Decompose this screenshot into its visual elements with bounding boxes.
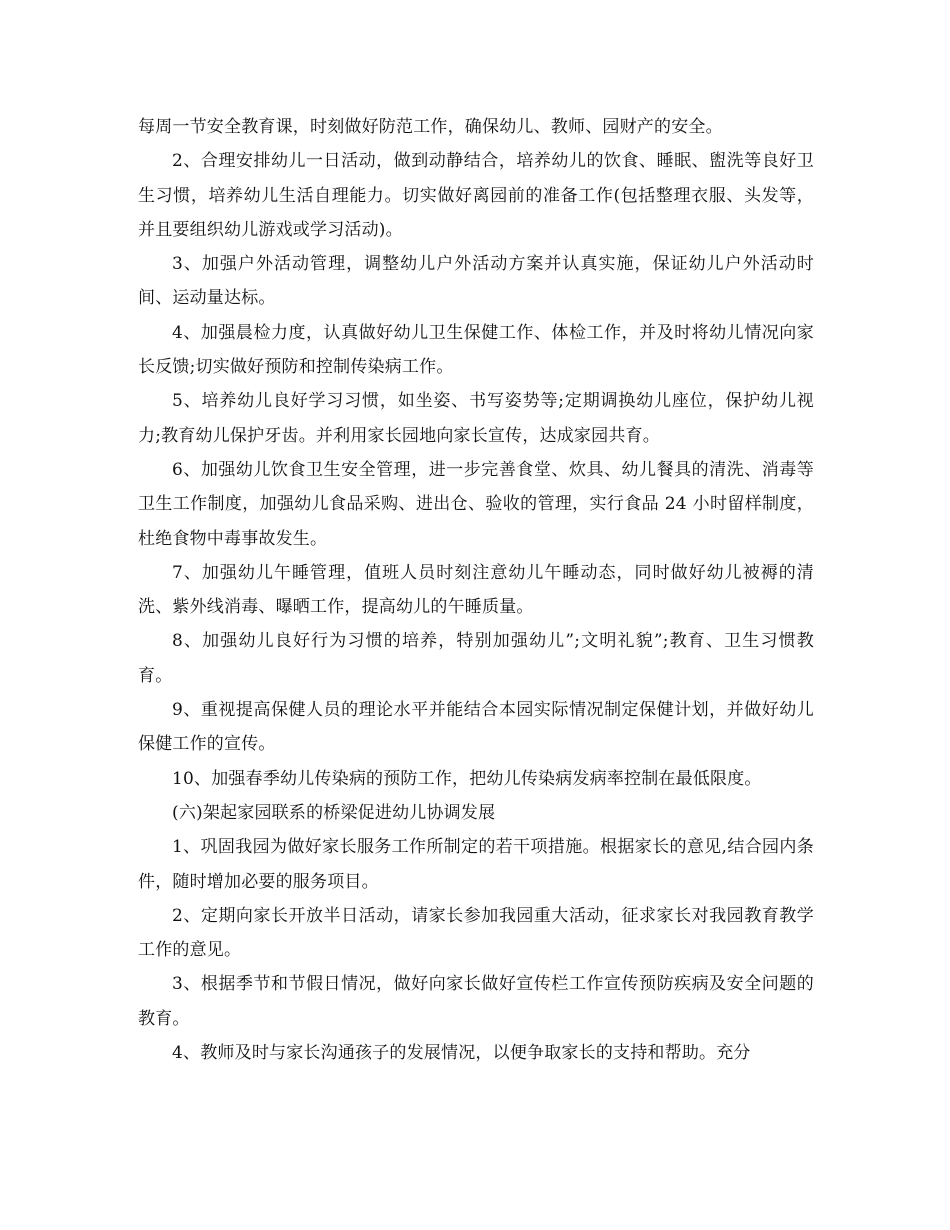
section-heading-six: (六)架起家园联系的桥梁促进幼儿协调发展	[172, 802, 496, 823]
paragraph-item-3-outdoor-activities: 3、加强户外活动管理，调整幼儿户外活动方案并认真实施，保证幼儿户外活动时间、运动量达标。	[138, 254, 814, 309]
document-body	[138, 110, 814, 1070]
paragraph-item-10-disease-prevention: 10、加强春季幼儿传染病的预防工作，把幼儿传染病发病率控制在最低限度。	[172, 768, 762, 789]
paragraph-item-2-daily-activities: 2、合理安排幼儿一日活动，做到动静结合，培养幼儿的饮食、睡眠、盥洗等良好卫生习惯，培养幼儿生活自理能力。切实做好离园前的准备工作(包括整理衣服、头发等，并且要组织幼儿游戏或学习活动)。	[138, 151, 814, 240]
paragraph-item-5-study-habits: 5、培养幼儿良好学习习惯，如坐姿、书写姿势等;定期调换幼儿座位，保护幼儿视力;教育幼儿保护牙齿。并利用家长园地向家长宣传，达成家园共育。	[138, 391, 814, 446]
paragraph-item-9-health-staff: 9、重视提高保健人员的理论水平并能结合本园实际情况制定保健计划，并做好幼儿保健工作的宣传。	[138, 700, 814, 755]
paragraph-item-1-parent-service: 1、巩固我园为做好家长服务工作所制定的若干项措施。根据家长的意见,结合园内条件，随时增加必要的服务项目。	[138, 837, 814, 892]
paragraph-item-4-morning-check: 4、加强晨检力度，认真做好幼儿卫生保健工作、体检工作，并及时将幼儿情况向家长反馈;切实做好预防和控制传染病工作。	[138, 322, 814, 378]
paragraph-item-7-nap-management: 7、加强幼儿午睡管理，值班人员时刻注意幼儿午睡动态，同时做好幼儿被褥的清洗、紫外线消毒、曝晒工作，提高幼儿的午睡质量。	[138, 562, 814, 618]
paragraph-item-6-food-safety: 6、加强幼儿饮食卫生安全管理，进一步完善食堂、炊具、幼儿餐具的清洗、消毒等卫生工作制度，加强幼儿食品采购、进出仓、验收的管理，实行食品 24 小时留样制度，杜绝食物中毒事故发生。	[138, 459, 814, 549]
paragraph-item-4-teacher-communication: 4、教师及时与家长沟通孩子的发展情况，以便争取家长的支持和帮助。充分	[172, 1043, 751, 1064]
paragraph-item-2-open-day: 2、定期向家长开放半日活动，请家长参加我园重大活动，征求家长对我园教育教学工作的意见。	[138, 905, 814, 961]
paragraph-continuation: 每周一节安全教育课，时刻做好防范工作，确保幼儿、教师、园财产的安全。	[138, 117, 723, 137]
paragraph-item-3-bulletin-board: 3、根据季节和节假日情况，做好向家长做好宣传栏工作宣传预防疾病及安全问题的教育。	[138, 974, 814, 1029]
paragraph-item-8-behavior-habits: 8、加强幼儿良好行为习惯的培养，特别加强幼儿”;文明礼貌”;教育、卫生习惯教育。	[138, 631, 814, 686]
